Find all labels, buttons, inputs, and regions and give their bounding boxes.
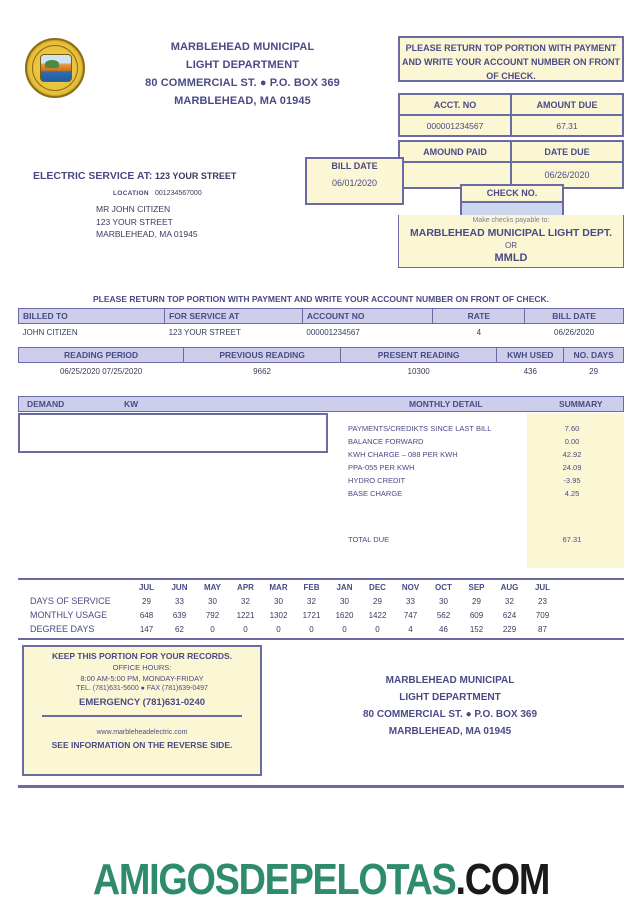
col-present-reading: PRESENT READING (340, 348, 496, 363)
history-cell: 0 (309, 624, 314, 634)
history-cell: 1221 (236, 610, 255, 620)
history-cell: 29 (373, 596, 382, 606)
table-header-row (19, 309, 624, 324)
history-cell: 33 (406, 596, 415, 606)
history-cell: 639 (172, 610, 187, 620)
history-cell: 0 (342, 624, 347, 634)
col-for-service-at: FOR SERVICE AT (165, 309, 303, 324)
keep-box-divider (42, 715, 242, 717)
telephone-fax: TEL. (781)631-5600 ● FAX (781)639-0497 (76, 685, 208, 692)
acct-no-header: ACCT. NO (399, 94, 511, 115)
demand-label: DEMAND (27, 399, 65, 409)
history-cell: 1721 (302, 610, 321, 620)
bottom-company-address-line2: MARBLEHEAD, MA 01945 (388, 726, 512, 737)
bottom-rule (18, 785, 624, 788)
history-cell: 152 (469, 624, 484, 634)
location-value: 001234567000 (155, 190, 202, 197)
history-month: JUL (534, 582, 551, 592)
payable-company: MARBLEHEAD MUNICIPAL LIGHT DEPT. (409, 227, 613, 239)
cell-no-days: 29 (589, 366, 599, 376)
col-account-no: ACCOUNT NO (302, 309, 433, 324)
history-cell: 30 (439, 596, 448, 606)
history-month: DEC (369, 582, 386, 592)
bill-date-label: BILL DATE (331, 161, 378, 171)
history-cell: 29 (472, 596, 481, 606)
table-row (18, 594, 559, 608)
acct-no-value: 000001234567 (399, 115, 511, 136)
monthly-detail-amounts (527, 424, 617, 502)
electric-service-at-value: 123 YOUR STREET (155, 171, 237, 181)
amount-paid-date-due-table (398, 140, 624, 189)
office-hours-value: 8:00 AM-5:00 PM, MONDAY-FRIDAY (80, 674, 204, 683)
history-cell: 32 (505, 596, 514, 606)
table-row (19, 363, 624, 380)
total-due-label: TOTAL DUE (348, 535, 390, 544)
keep-portion-title: KEEP THIS PORTION FOR YOUR RECORDS. (51, 651, 233, 661)
company-name-line2: LIGHT DEPARTMENT (185, 59, 300, 71)
history-cell: 30 (208, 596, 217, 606)
history-corner-cell (18, 580, 130, 594)
history-cell: 23 (538, 596, 547, 606)
table-row (18, 608, 559, 622)
history-row-label: DAYS OF SERVICE (30, 596, 111, 606)
demand-kw-box (18, 413, 328, 453)
amount-due-header: AMOUNT DUE (511, 94, 623, 115)
billed-to-table (18, 308, 624, 340)
date-due-value: 06/26/2020 (511, 162, 623, 188)
history-cell: 747 (403, 610, 418, 620)
history-month: JAN (336, 582, 353, 592)
customer-name: MR JOHN CITIZEN (96, 204, 171, 214)
make-checks-payable-box (398, 215, 624, 268)
history-cell: 0 (210, 624, 215, 634)
history-cell: 1422 (368, 610, 387, 620)
history-cell: 87 (538, 624, 547, 634)
history-month: JUN (171, 582, 188, 592)
company-address-line1: 80 COMMERCIAL ST. ● P.O. BOX 369 (145, 77, 340, 89)
history-cell: 648 (139, 610, 154, 620)
history-cell: 62 (175, 624, 184, 634)
history-month: AUG (500, 582, 519, 592)
bottom-company-block (300, 672, 600, 740)
history-cell: 562 (436, 610, 451, 620)
history-month: NOV (401, 582, 420, 592)
summary-label: SUMMARY (559, 399, 603, 409)
history-month: MAR (269, 582, 288, 592)
keep-portion-box (22, 645, 262, 776)
cell-for-service-at: 123 YOUR STREET (168, 327, 241, 337)
company-name-line1: MARBLEHEAD MUNICIPAL (170, 41, 315, 53)
table-row (399, 94, 623, 115)
history-cell: 609 (469, 610, 484, 620)
meter-reading-table (18, 347, 624, 379)
history-cell: 1302 (269, 610, 288, 620)
check-no-label: CHECK NO. (462, 186, 562, 203)
history-cell: 32 (307, 596, 316, 606)
detail-line-amount: 7.60 (564, 424, 580, 433)
watermark-dark-text: .COM (455, 855, 550, 904)
history-bottom-rule (18, 638, 624, 640)
return-top-portion-notice: PLEASE RETURN TOP PORTION WITH PAYMENT AND WRITE YOUR ACCOUNT NUMBER ON FRONT OF CHECK. (398, 36, 624, 82)
table-header-row (18, 580, 559, 594)
history-row-label: DEGREE DAYS (30, 624, 95, 634)
table-row (19, 324, 624, 341)
col-previous-reading: PREVIOUS READING (184, 348, 341, 363)
col-rate: RATE (433, 309, 525, 324)
detail-line-amount: 0.00 (564, 437, 580, 446)
history-cell: 0 (375, 624, 380, 634)
check-no-box (460, 184, 564, 218)
municipal-light-department-seal-icon (25, 38, 85, 98)
detail-line-label: HYDRO CREDIT (348, 476, 406, 485)
history-month: FEB (303, 582, 320, 592)
date-due-header: DATE DUE (511, 141, 623, 162)
electric-service-at-label: ELECTRIC SERVICE AT: (33, 170, 153, 182)
history-month: MAY (203, 582, 222, 592)
detail-line-amount: 42.92 (562, 450, 582, 459)
col-bill-date: BILL DATE (525, 309, 624, 324)
bottom-company-address-line1: 80 COMMERCIAL ST. ● P.O. BOX 369 (362, 709, 538, 720)
cell-billed-to: JOHN CITIZEN (22, 327, 78, 337)
customer-city-state-zip: MARBLEHEAD, MA 01945 (96, 229, 198, 239)
history-cell: 147 (139, 624, 154, 634)
history-cell: 33 (175, 596, 184, 606)
watermark-green-text: AMIGOSDEPELOTAS (92, 855, 456, 904)
location-label: LOCATION (113, 190, 149, 197)
bill-date-box (305, 157, 404, 205)
history-cell: 624 (502, 610, 517, 620)
history-cell: 46 (439, 624, 448, 634)
detail-line-label: KWH CHARGE – 088 PER KWH (348, 450, 458, 459)
history-cell: 229 (502, 624, 517, 634)
detail-header-band (18, 396, 624, 412)
bill-date-value: 06/01/2020 (331, 178, 378, 188)
cell-previous-reading: 9662 (253, 366, 271, 376)
detail-line-label: BASE CHARGE (348, 489, 403, 498)
history-month: JUL (138, 582, 155, 592)
history-cell: 29 (142, 596, 151, 606)
company-header-block (110, 38, 375, 110)
payable-caption: Make checks payable to: (472, 217, 550, 224)
bottom-company-name-line2: LIGHT DEPARTMENT (399, 692, 501, 703)
cell-rate: 4 (476, 327, 482, 337)
history-cell: 792 (205, 610, 220, 620)
history-cell: 0 (243, 624, 248, 634)
company-address-line2: MARBLEHEAD, MA 01945 (174, 95, 311, 107)
mid-return-notice: PLEASE RETURN TOP PORTION WITH PAYMENT AND WRITE YOUR ACCOUNT NUMBER ON FRONT OF CHECK. (92, 294, 550, 304)
usage-history-table (18, 580, 559, 636)
cell-account-no: 000001234567 (306, 327, 360, 337)
watermark (45, 855, 597, 905)
history-row-label: MONTHLY USAGE (30, 610, 108, 620)
seal-emblem (40, 54, 72, 82)
col-kwh-used: KWH USED (497, 348, 564, 363)
history-month: APR (237, 582, 254, 592)
history-cell: 709 (535, 610, 550, 620)
total-due-value: 67.31 (562, 535, 582, 544)
cell-bill-date: 06/26/2020 (554, 327, 595, 337)
office-hours-label: OFFICE HOURS: (112, 663, 172, 672)
history-cell: 1620 (335, 610, 354, 620)
detail-line-label: BALANCE FORWARD (348, 437, 424, 446)
payable-or: OR (505, 241, 517, 250)
reverse-side-note: SEE INFORMATION ON THE REVERSE SIDE. (51, 740, 233, 750)
table-header-row (19, 348, 624, 363)
col-reading-period: READING PERIOD (19, 348, 184, 363)
bottom-company-name-line1: MARBLEHEAD MUNICIPAL (385, 675, 515, 686)
account-amount-table (398, 93, 624, 137)
payable-abbreviation: MMLD (494, 252, 528, 264)
mailing-address-block (96, 203, 198, 241)
amount-due-value: 67.31 (511, 115, 623, 136)
cell-reading-period: 06/25/2020 07/25/2020 (59, 366, 143, 376)
detail-line-label: PAYMENTS/CREDIKTS SINCE LAST BILL (348, 424, 492, 433)
table-row (399, 141, 623, 162)
emergency-phone: EMERGENCY (781)631-0240 (78, 697, 206, 708)
detail-line-amount: -3.95 (563, 476, 581, 485)
col-billed-to: BILLED TO (19, 309, 165, 324)
history-month: OCT (435, 582, 452, 592)
cell-present-reading: 10300 (407, 366, 430, 376)
detail-line-amount: 24.09 (562, 463, 582, 472)
kw-label: KW (124, 399, 139, 409)
detail-line-label: PPA-055 PER KWH (348, 463, 415, 472)
website-link[interactable]: www.marbleheadelectric.com (96, 729, 188, 736)
history-cell: 32 (241, 596, 250, 606)
history-month: SEP (468, 582, 485, 592)
history-cell: 30 (274, 596, 283, 606)
table-row (18, 622, 559, 636)
detail-line-amount: 4.25 (564, 489, 580, 498)
history-cell: 4 (408, 624, 413, 634)
monthly-detail-label: MONTHLY DETAIL (409, 399, 483, 409)
monthly-detail-line-labels (348, 424, 528, 502)
col-no-days: NO. DAYS (564, 348, 624, 363)
customer-street: 123 YOUR STREET (96, 216, 173, 227)
cell-kwh-used: 436 (523, 366, 537, 376)
amount-paid-header: AMOUND PAID (399, 141, 511, 162)
history-cell: 30 (340, 596, 349, 606)
history-cell: 0 (276, 624, 281, 634)
table-row (399, 115, 623, 136)
